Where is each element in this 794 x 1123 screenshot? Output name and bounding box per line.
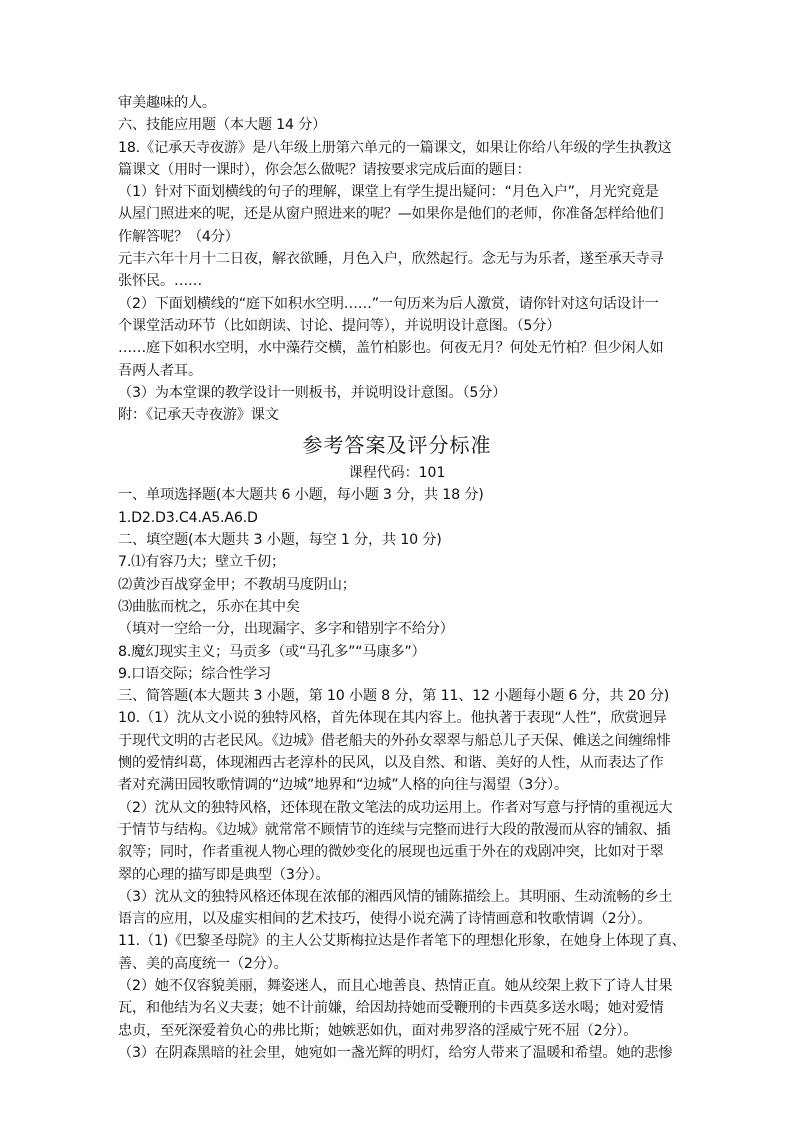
quoted-passage: 元丰六年十月十二日夜，解衣欲睡，月色入户，欣然起行。念无与为乐者，遂至承天寺寻 bbox=[118, 251, 664, 268]
quoted-passage: 吾两人者耳。 bbox=[118, 362, 202, 379]
answer-section bbox=[118, 428, 686, 1064]
answer-line: 于现代文明的古老民风。《边城》借老船夫的外孙女翠翠与船总儿子天保、傩送之间缠绵悱 bbox=[118, 732, 671, 749]
sub-question-2: （2）下面划横线的“庭下如积水空明……”一句历来为后人激赏，请你针对这句话设计一 bbox=[118, 295, 659, 312]
section-heading: 二、填空题(本大题共 3 小题，每空 1 分，共 10 分) bbox=[118, 532, 442, 549]
question-18: 18.《记承天寺夜游》是八年级上册第六单元的一篇课文，如果让你给八年级的学生执教这 bbox=[118, 139, 672, 156]
text-line: 从屋门照进来的呢，还是从窗户照进来的呢？—如果你是他们的老师，你准备怎样给他们 bbox=[118, 206, 664, 223]
text-line: 审美趣味的人。 bbox=[118, 95, 216, 111]
answer-line: 语言的应用，以及虚实相间的艺术技巧，使得小说充满了诗情画意和牧歌情调（2分）。 bbox=[118, 911, 652, 928]
answer-line: 8.魔幻现实主义；马贡多（或“马孔多”“马康多”） bbox=[118, 643, 426, 660]
text-line: 篇课文（用时一课时），你会怎么做呢？请按要求完成后面的题目： bbox=[118, 161, 531, 178]
answer-line: 1.D2.D3.C4.A5.A6.D bbox=[118, 509, 258, 526]
quoted-passage: 张怀民。…… bbox=[118, 273, 202, 290]
answer-line: （2）她不仅容貌美丽，舞姿迷人，而且心地善良、热情正直。她从绞架上救下了诗人甘果 bbox=[118, 977, 673, 994]
answer-line: 翠的心理的描写即是典型（3分）。 bbox=[118, 866, 330, 883]
grading-note: （填对一空给一分，出现漏字、多字和错别字不给分） bbox=[118, 621, 454, 638]
quoted-passage: ……庭下如积水空明，水中藻荇交横，盖竹柏影也。何夜无月？何处无竹柏？但少闲人如 bbox=[118, 340, 664, 357]
answer-line: 7.⑴有容乃大；壁立千仞； bbox=[118, 554, 285, 571]
answer-line: 者对充满田园牧歌情调的“边城”地界和“边城”人格的向往与渴望（3分）。 bbox=[118, 777, 568, 794]
answer-line: 善、美的高度统一（2分）。 bbox=[118, 955, 288, 972]
appendix-label: 附：《记承天寺夜游》课文 bbox=[118, 407, 279, 424]
answer-line: （3）沈从文的独特风格还体现在浓郁的湘西风情的铺陈描绘上。其明丽、生动流畅的乡土 bbox=[118, 888, 673, 905]
answer-line: 瓦，和他结为名义夫妻；她不计前嫌，给因劫持她而受鞭刑的卡西莫多送水喝；她对爱情 bbox=[118, 1000, 664, 1017]
answer-line: 11.（1)《巴黎圣母院》的主人公艾斯梅拉达是作者笔下的理想化形象，在她身上体现了真、 bbox=[118, 933, 686, 950]
section-heading: 三、简答题(本大题共 3 小题，第 10 小题 8 分，第 11、12 小题每小题 6 分，共 20 分) bbox=[118, 688, 670, 705]
question-section bbox=[118, 92, 676, 426]
text-line: 作解答呢？（4分） bbox=[118, 228, 239, 245]
text-line: 个课堂活动环节（比如朗读、讨论、提问等），并说明设计意图。（5分） bbox=[118, 317, 561, 334]
course-code: 课程代码：101 bbox=[348, 465, 446, 482]
section-heading: 六、技能应用题（本大题 14 分） bbox=[118, 117, 327, 134]
answer-title: 参考答案及评分标准 bbox=[302, 433, 492, 458]
sub-question-1: （1）针对下面划横线的句子的理解，课堂上有学生提出疑问：“月色入户”，月光究竟是 bbox=[118, 184, 659, 201]
answer-line: 10.（1）沈从文小说的独特风格，首先体现在其内容上。他执著于表现“人性”，欣赏迥异 bbox=[118, 710, 667, 727]
answer-line: 恻的爱情纠葛，体现湘西古老淳朴的民风，以及自然、和谐、美好的人性，从而表达了作 bbox=[118, 755, 664, 772]
answer-line: ⑶曲肱而枕之，乐亦在其中矣 bbox=[118, 598, 300, 615]
document-page bbox=[118, 92, 686, 1064]
answer-line: （2）沈从文的独特风格，还体现在散文笔法的成功运用上。作者对写意与抒情的重视远大 bbox=[118, 799, 673, 816]
answer-line: ⑵黄沙百战穿金甲；不教胡马度阴山； bbox=[118, 576, 356, 593]
answer-line: 叙等；同时，作者重视人物心理的微妙变化的展现也远重于外在的戏剧冲突，比如对于翠 bbox=[118, 844, 664, 861]
sub-question-3: （3）为本堂课的教学设计一则板书，并说明设计意图。（5分） bbox=[118, 384, 507, 401]
section-heading: 一、单项选择题(本大题共 6 小题，每小题 3 分，共 18 分) bbox=[118, 487, 484, 504]
answer-line: （3）在阴森黑暗的社会里，她宛如一盏光辉的明灯，给穷人带来了温暖和希望。她的悲惨 bbox=[118, 1044, 673, 1061]
answer-line: 忠贞，至死深爱着负心的弗比斯；她嫉恶如仇，面对弗罗洛的淫威宁死不屈（2分）。 bbox=[118, 1022, 638, 1039]
answer-line: 于情节与结构。《边城》就常常不顾情节的连续与完整而进行大段的散漫而从容的铺叙、插 bbox=[118, 821, 671, 838]
answer-line: 9.口语交际；综合性学习 bbox=[118, 665, 272, 682]
